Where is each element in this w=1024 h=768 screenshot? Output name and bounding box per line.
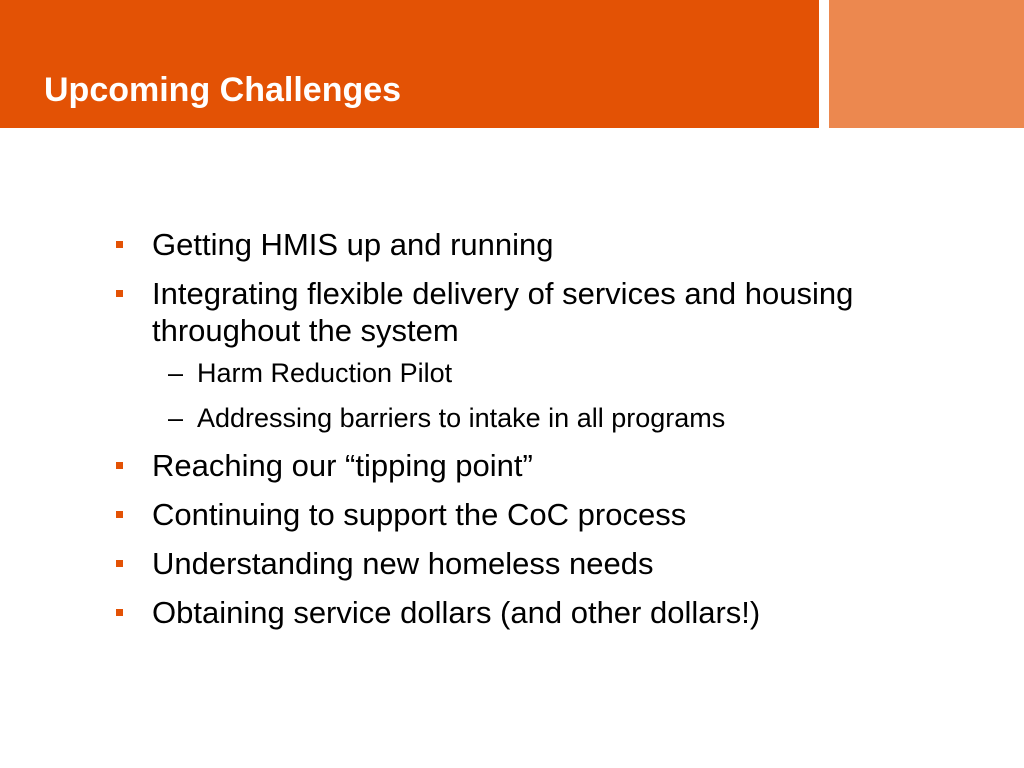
bullet-square-icon — [116, 609, 123, 616]
bullet-square-icon — [116, 241, 123, 248]
slide-title: Upcoming Challenges — [44, 71, 402, 109]
bullet-square-icon — [116, 290, 123, 297]
bullet-text: Reaching our “tipping point” — [152, 448, 533, 483]
bullet-item — [110, 545, 910, 582]
sub-bullet-item — [152, 357, 910, 390]
sub-bullet-item — [152, 402, 910, 435]
bullet-text: Continuing to support the CoC process — [152, 497, 687, 532]
bullet-item — [110, 594, 910, 631]
dash-marker-icon: – — [168, 358, 184, 388]
bullet-text: Integrating flexible delivery of services and housing throughout the system — [152, 276, 854, 348]
sub-bullet-text: Harm Reduction Pilot — [197, 358, 453, 388]
bullet-text: Understanding new homeless needs — [152, 546, 654, 581]
bullet-item — [110, 226, 910, 263]
dash-marker-icon: – — [168, 403, 184, 433]
bullet-item — [110, 447, 910, 484]
sub-bullet-list — [152, 357, 910, 435]
bullet-item — [110, 496, 910, 533]
bullet-list — [110, 226, 910, 643]
bullet-text: Obtaining service dollars (and other dollars!) — [152, 595, 761, 630]
bullet-text: Getting HMIS up and running — [152, 227, 554, 262]
bullet-item — [110, 275, 910, 435]
bullet-square-icon — [116, 462, 123, 469]
sub-bullet-text: Addressing barriers to intake in all programs — [197, 403, 726, 433]
bullet-square-icon — [116, 560, 123, 567]
bullet-square-icon — [116, 511, 123, 518]
accent-block — [829, 0, 1024, 128]
